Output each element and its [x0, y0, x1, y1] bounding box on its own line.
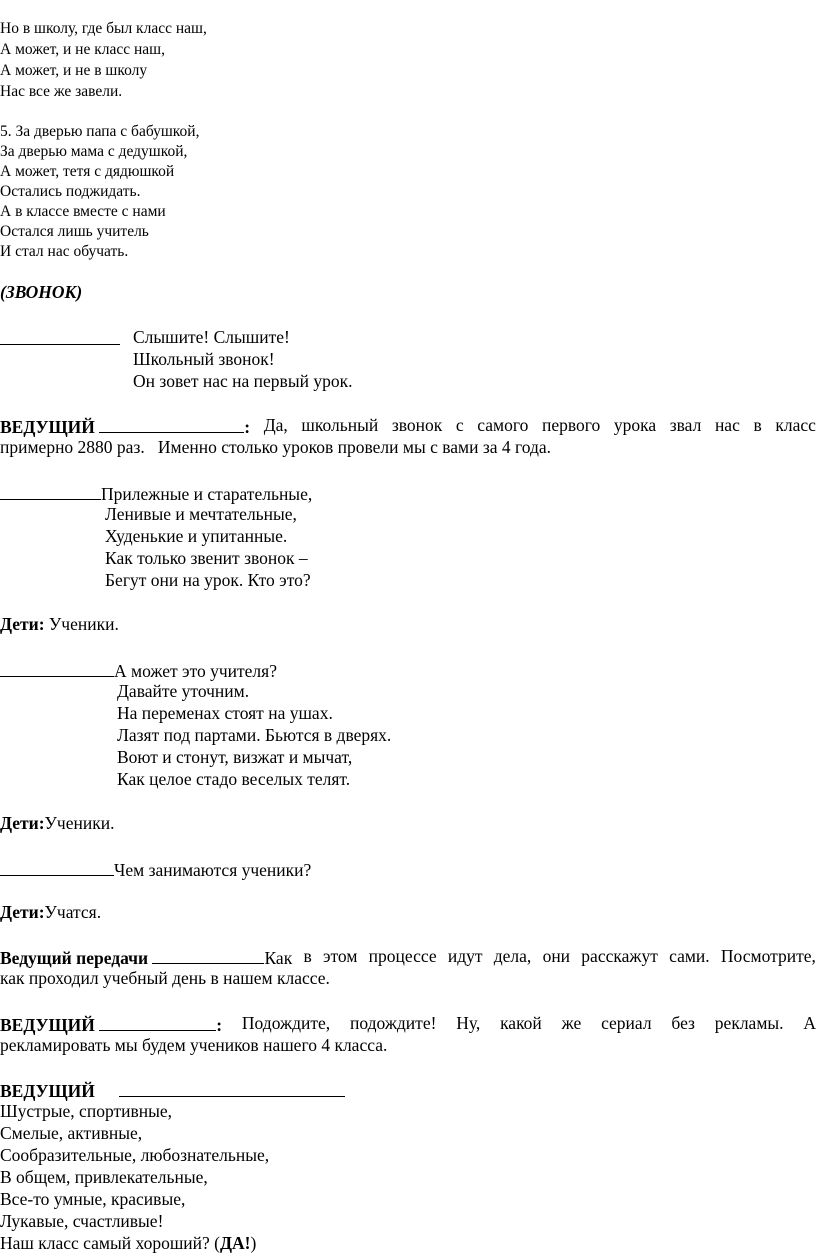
host-speech-line: как проходил учебный день в нашем классе.: [0, 968, 330, 988]
stanza-line: Но в школу, где был класс наш,: [0, 20, 207, 37]
host-speech-line: примерно 2880 раз. Именно столько уроков провели мы с вами за 4 года.: [0, 437, 552, 457]
stage-direction-bell: (ЗВОНОК): [0, 282, 83, 302]
speaker-label: Ведущий передачи Как: [0, 948, 293, 968]
speaker-label: ВЕДУЩИЙ :: [0, 1015, 223, 1035]
riddle-line: На переменах стоят на ушах.: [117, 703, 333, 723]
speaker-blank-line: [152, 948, 264, 964]
riddle-line: Прилежные и старательные,: [0, 484, 312, 504]
speaker-blank-line: [0, 661, 114, 677]
speaker-blank-line: [119, 1081, 345, 1097]
speaker-blank-line: [0, 484, 101, 500]
children-answer: Дети: Ученики.: [0, 614, 119, 634]
stanza-line: И стал нас обучать.: [0, 243, 129, 260]
host-speech-line: ВЕДУЩИЙ : Да, школьный звонок с самого первого урока звал нас в класс: [0, 415, 816, 437]
speaker-label: ВЕДУЩИЙ :: [0, 417, 251, 437]
final-question: Наш класс самый хороший? (ДА!): [0, 1233, 257, 1253]
stanza-line: За дверью мама с дедушкой,: [0, 143, 188, 160]
ad-poem-line: Все-то умные, красивые,: [0, 1189, 186, 1209]
riddle-line: Воют и стонут, визжат и мычат,: [117, 747, 353, 767]
speaker-blank-line: [99, 417, 244, 433]
speaker-blank-line: [99, 1015, 216, 1031]
riddle-line: Лазят под партами. Бьются в дверях.: [117, 725, 392, 745]
bell-poem-text: Слышите! Слышите!: [133, 327, 290, 347]
stanza-line: А в классе вместе с нами: [0, 203, 166, 220]
bell-poem-line: Школьный звонок!: [133, 349, 275, 369]
ad-poem-line: В общем, привлекательные,: [0, 1167, 208, 1187]
host-speech-line: рекламировать мы будем учеников нашего 4 класса.: [0, 1035, 388, 1055]
stanza-line: Остались поджидать.: [0, 183, 141, 200]
bell-poem-line: Он зовет нас на первый урок.: [133, 371, 353, 391]
stanza-line: Нас все же завели.: [0, 83, 123, 100]
ad-poem-line: Шустрые, спортивные,: [0, 1101, 173, 1121]
ad-poem-line: Смелые, активные,: [0, 1123, 143, 1143]
riddle-line: Ленивые и мечтательные,: [105, 504, 297, 524]
ad-poem-line: Сообразительные, любознательные,: [0, 1145, 270, 1165]
riddle-line: Как целое стадо веселых телят.: [117, 769, 351, 789]
stanza-line: А может, и не в школу: [0, 62, 148, 79]
riddle-line: А может это учителя?: [0, 661, 277, 681]
stanza-line: 5. За дверью папа с бабушкой,: [0, 123, 200, 140]
speaker-blank-line: [0, 860, 114, 876]
riddle-line: Как только звенит звонок –: [105, 548, 308, 568]
stanza-line: А может, тетя с дядюшкой: [0, 163, 175, 180]
host-speech-line: ВЕДУЩИЙ : Подождите, подождите! Ну, какой же сериал без рекламы. А: [0, 1013, 816, 1035]
bell-poem-line: [0, 327, 290, 349]
stanza-line: Остался лишь учитель: [0, 223, 149, 240]
question-line: Чем занимаются ученики?: [0, 860, 311, 880]
children-answer: Дети:Учатся.: [0, 902, 102, 922]
host-speech-line: Ведущий передачи Как в этом процессе идут дела, они расскажут сами. Посмотрите,: [0, 946, 816, 968]
children-answer: Дети:Ученики.: [0, 813, 115, 833]
riddle-line: Давайте уточним.: [117, 681, 250, 701]
ad-poem-line: Лукавые, счастливые!: [0, 1211, 164, 1231]
riddle-line: Худенькие и упитанные.: [105, 526, 288, 546]
stanza-line: А может, и не класс наш,: [0, 41, 165, 58]
speaker-blank-line: [0, 329, 120, 345]
speaker-label: ВЕДУЩИЙ: [0, 1081, 345, 1101]
riddle-line: Бегут они на урок. Кто это?: [105, 570, 311, 590]
